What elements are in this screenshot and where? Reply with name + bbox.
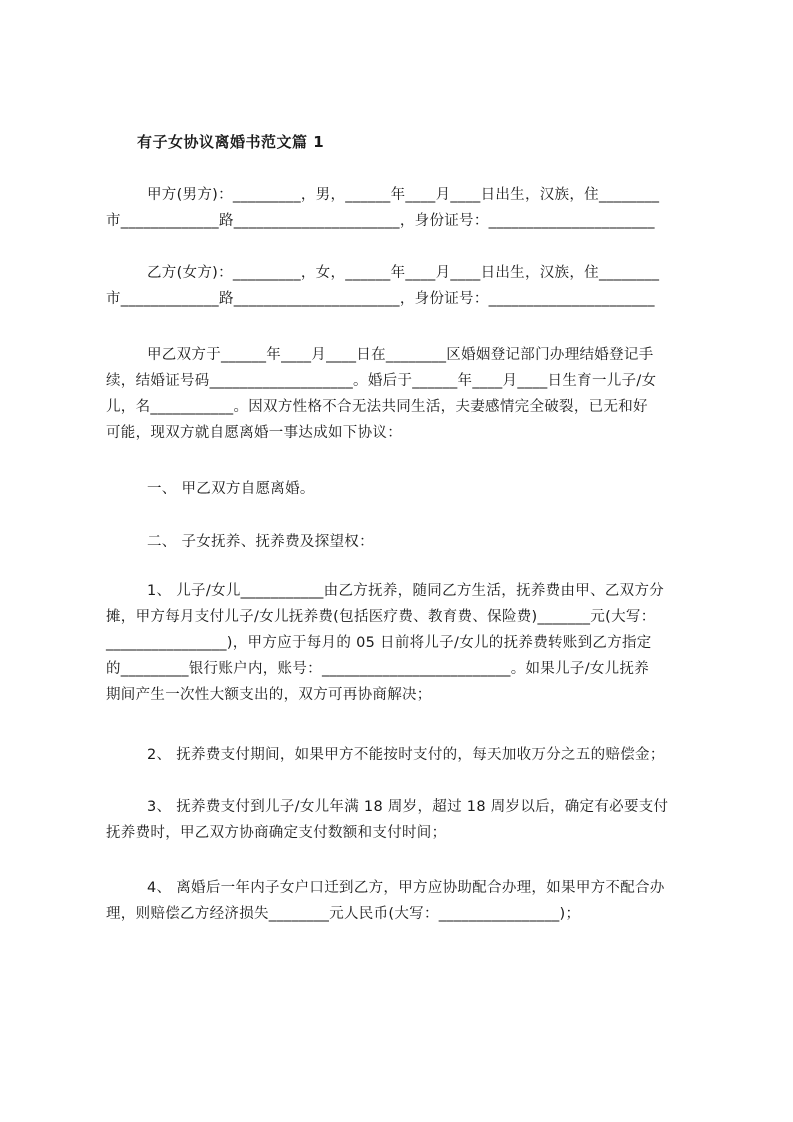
item-2-paragraph — [106, 742, 706, 768]
paragraph-line: 3、 抚养费支付到儿子/女儿年满 18 周岁，超过 18 周岁以后，确定有必要支付 — [147, 799, 669, 815]
paragraph-line: 市_____________路______________________，身份证号：______________________ — [106, 213, 655, 229]
paragraph-line: 甲乙双方于______年____月____日在________区婚姻登记部门办理结婚登记手 — [147, 347, 654, 363]
clause-1-paragraph — [106, 476, 706, 502]
item-4-paragraph — [106, 875, 706, 927]
paragraph-line: 一、 甲乙双方自愿离婚。 — [147, 481, 315, 497]
item-1-paragraph — [106, 578, 706, 708]
paragraph-line: 二、 子女抚养、抚养费及探望权： — [147, 534, 374, 550]
paragraph-line: 摊，甲方每月支付儿子/女儿抚养费(包括医疗费、教育费、保险费)_______元(大写： — [106, 609, 656, 625]
document-title: 有子女协议离婚书范文篇 1 — [137, 133, 325, 151]
paragraph-line: 续，结婚证号码___________________。婚后于______年____月____日生育一儿子/女 — [106, 373, 657, 389]
background-paragraph — [106, 342, 706, 446]
item-3-paragraph — [106, 794, 706, 846]
party-a-paragraph — [106, 182, 706, 234]
paragraph-line: 期间产生一次性大额支出的，双方可再协商解决； — [106, 687, 432, 703]
paragraph-line: 儿，名___________。因双方性格不合无法共同生活，夫妻感情完全破裂，已无和好 — [106, 399, 648, 415]
paragraph-line: 乙方(女方)：_________，女，______年____月____日出生，汉族，住________ — [147, 265, 660, 281]
paragraph-line: 1、 儿子/女儿___________由乙方抚养，随同乙方生活，抚养费由甲、乙双方分 — [147, 583, 665, 599]
paragraph-line: 理，则赔偿乙方经济损失________元人民币(大写：________________)； — [106, 906, 581, 922]
paragraph-line: ________________)，甲方应于每月的 05 日前将儿子/女儿的抚养费转账到乙方指定 — [106, 635, 652, 651]
paragraph-line: 甲方(男方)：_________，男，______年____月____日出生，汉族，住________ — [147, 187, 660, 203]
clause-2-paragraph — [106, 529, 706, 555]
paragraph-line: 抚养费时，甲乙双方协商确定支付数额和支付时间； — [106, 825, 447, 841]
paragraph-line: 可能，现双方就自愿离婚一事达成如下协议： — [106, 425, 402, 441]
paragraph-line: 的_________银行账户内，账号：_________________________。如果儿子/女儿抚养 — [106, 661, 650, 677]
paragraph-line: 市_____________路______________________，身份证号：______________________ — [106, 291, 655, 307]
paragraph-line: 2、 抚养费支付期间，如果甲方不能按时支付的，每天加收万分之五的赔偿金； — [147, 747, 665, 763]
party-b-paragraph — [106, 260, 706, 312]
paragraph-line: 4、 离婚后一年内子女户口迁到乙方，甲方应协助配合办理，如果甲方不配合办 — [147, 880, 665, 896]
